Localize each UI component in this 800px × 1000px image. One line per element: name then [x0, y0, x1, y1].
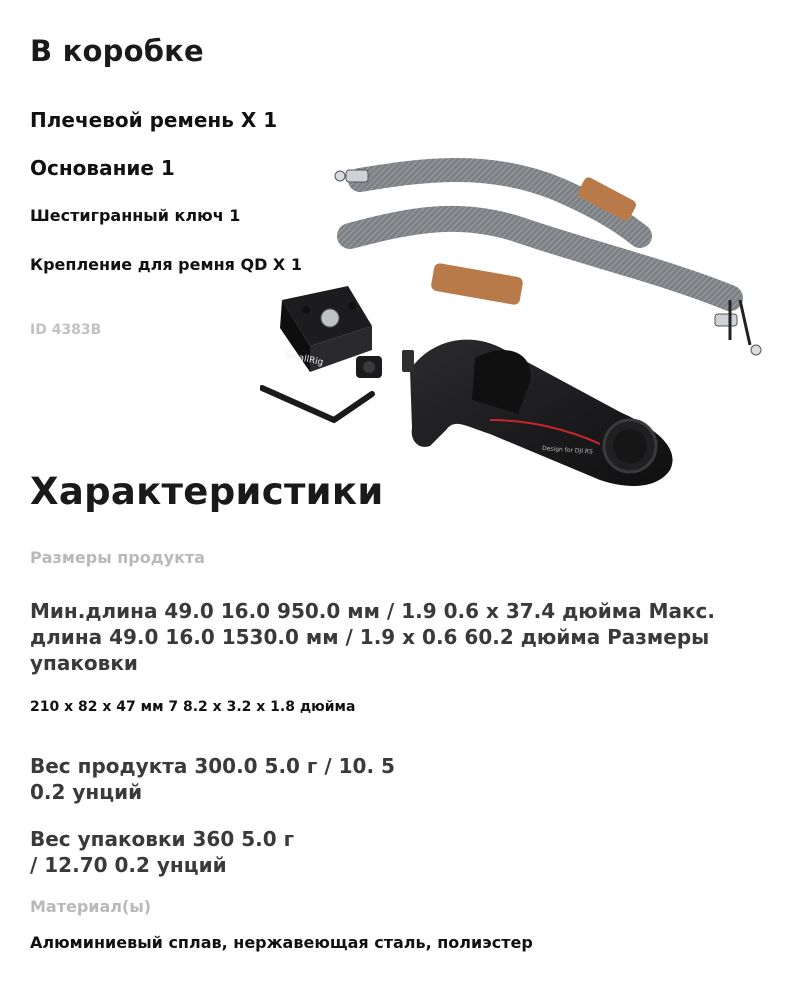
base-brand-text: SmallRig: [283, 350, 325, 369]
product-photo: [260, 150, 780, 490]
box-item-hex-key: Шестигранный ключ 1: [30, 206, 241, 225]
dimensions-text: Мин.длина 49.0 16.0 950.0 мм / 1.9 0.6 x 37.4 дюйма Макс. длина 49.0 16.0 1530.0 мм / 1.9 x 0.6 60.2 дюйма Размеры упаковки: [30, 599, 715, 675]
box-item-base: Основание 1: [30, 156, 175, 180]
package-dimensions: 210 x 82 x 47 мм 7 8.2 x 3.2 x 1.8 дюйма: [30, 699, 356, 715]
hex-key: [262, 388, 372, 420]
box-item-qd-mount: Крепление для ремня QD X 1: [30, 255, 302, 274]
package-weight: Вес упаковки 360 5.0 г / 12.70 0.2 унций: [30, 827, 295, 877]
specs-heading: Характеристики: [30, 470, 384, 513]
grip-text: Design for DJI RS: [541, 445, 594, 456]
in-the-box-heading: В коробке: [30, 34, 204, 68]
box-item-shoulder-strap: Плечевой ремень X 1: [30, 108, 278, 132]
grip-handle: [402, 340, 673, 486]
product-id: ID 4383B: [30, 322, 102, 338]
base-block: [280, 286, 382, 378]
shoulder-strap: [335, 170, 761, 355]
material-label: Материал(ы): [30, 897, 152, 916]
product-weight: Вес продукта 300.0 5.0 г / 10. 5 0.2 унций: [30, 754, 395, 804]
dimensions-label: Размеры продукта: [30, 548, 206, 567]
material-value: Алюминиевый сплав, нержавеющая сталь, полиэстер: [30, 933, 533, 952]
